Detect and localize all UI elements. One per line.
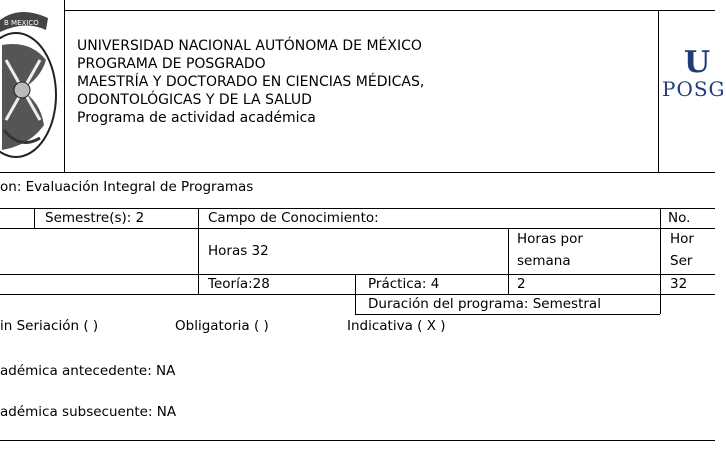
practica-cell: Práctica: 4	[368, 276, 440, 292]
table-line-5	[355, 314, 660, 315]
subsecuente: adémica subsecuente: NA	[0, 404, 177, 420]
hor-label: Hor	[670, 231, 694, 247]
total-hours-cell: 32	[670, 276, 688, 292]
university-name: UNIVERSIDAD NACIONAL AUTÓNOMA DE MÉXICO	[77, 38, 422, 54]
antecedente: adémica antecedente: NA	[0, 363, 176, 379]
semana-label: semana	[517, 253, 571, 269]
header-left-border	[64, 0, 65, 172]
program-name: PROGRAMA DE POSGRADO	[77, 56, 266, 72]
unam-crest-logo	[0, 0, 58, 160]
table-vline-3	[355, 274, 356, 314]
indicativa: Indicativa ( X )	[347, 318, 446, 334]
table-line-4	[0, 294, 715, 295]
svg-text:B MEXICO: B MEXICO	[4, 19, 39, 27]
teoria-cell: Teoría:28	[208, 276, 270, 292]
posgrado-logo: U POSG	[662, 45, 726, 101]
table-vline-1	[34, 208, 35, 228]
table-vline-4	[508, 228, 509, 294]
campo-cell: Campo de Conocimiento:	[208, 210, 379, 226]
ser-label: Ser	[670, 253, 693, 269]
duracion-cell: Duración del programa: Semestral	[368, 296, 601, 312]
horas-por-label: Horas por	[517, 231, 583, 247]
weekly-hours-cell: 2	[517, 276, 526, 292]
header-top-border	[64, 10, 715, 11]
no-cell: No.	[668, 210, 691, 226]
table-line-2	[0, 228, 715, 229]
semester-cell: Semestre(s): 2	[45, 210, 145, 226]
header-right-border	[658, 10, 659, 172]
sin-seriacion: in Seriación ( )	[0, 318, 99, 334]
degree-line-1: MAESTRÍA Y DOCTORADO EN CIENCIAS MÉDICAS,	[77, 74, 425, 90]
table-vline-5	[660, 208, 661, 314]
activity-name: on: Evaluación Integral de Programas	[0, 179, 254, 195]
document-subtitle: Programa de actividad académica	[77, 110, 316, 126]
obligatoria: Obligatoria ( )	[175, 318, 269, 334]
bottom-divider	[0, 440, 715, 441]
degree-line-2: ODONTOLÓGICAS Y DE LA SALUD	[77, 92, 312, 108]
header-text-block	[77, 37, 424, 127]
table-line-3	[0, 274, 715, 275]
table-line-1	[0, 208, 715, 209]
header-bottom-border	[0, 172, 715, 173]
horas-cell: Horas 32	[208, 243, 269, 259]
table-vline-2	[198, 208, 199, 294]
